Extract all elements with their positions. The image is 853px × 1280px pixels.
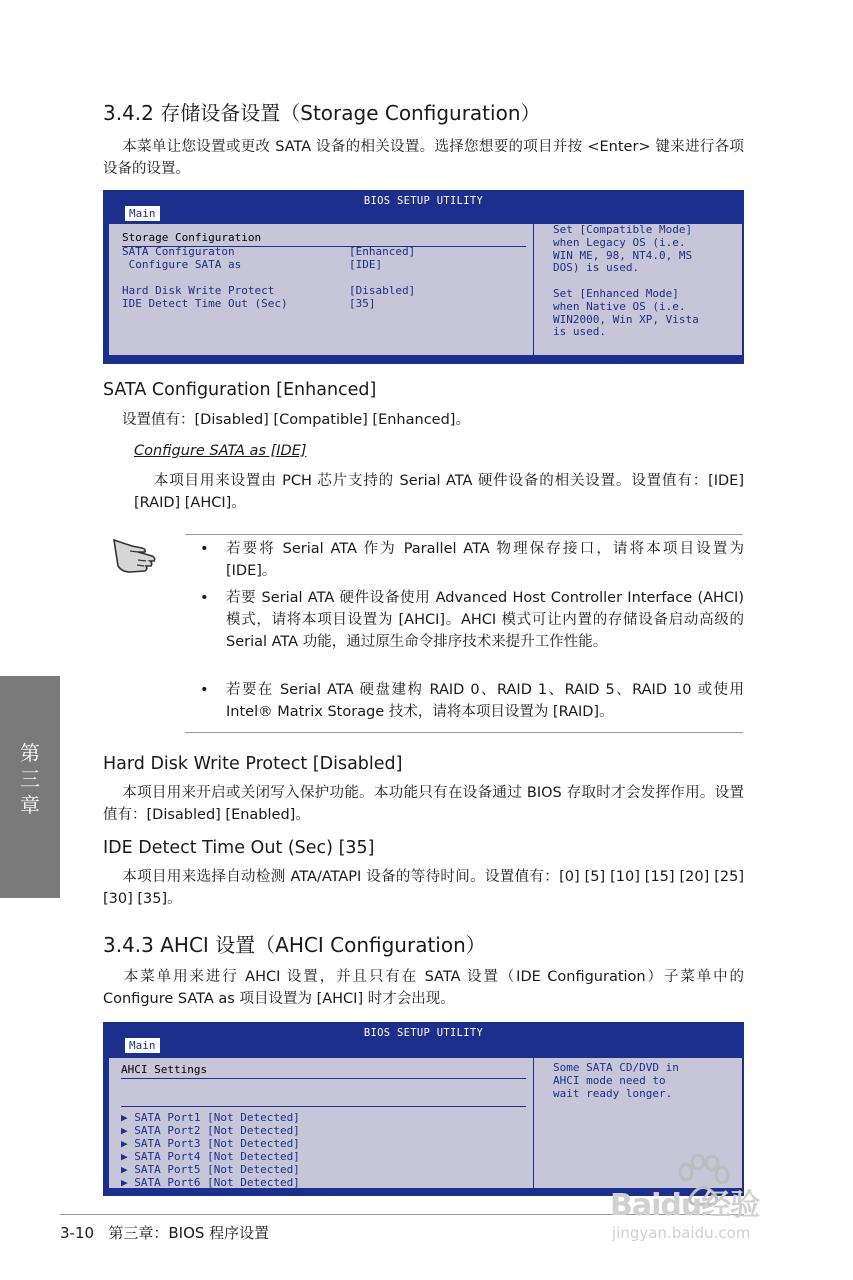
bios-help-line: Set [Enhanced Mode] (553, 287, 679, 300)
bios-setting-value[interactable]: [Enhanced] (349, 245, 416, 258)
note-bottom-rule (185, 732, 743, 733)
chapter-side-tab (0, 676, 60, 898)
ide-timeout-title: IDE Detect Time Out (Sec) [35] (103, 838, 375, 858)
configure-sata-title: Configure SATA as [IDE] (134, 443, 307, 459)
bios-heading: Storage Configuration (122, 231, 262, 244)
bios-title: BIOS SETUP UTILITY (363, 1027, 484, 1039)
note-item: • 若要 Serial ATA 硬件设备使用 Advanced Host Controller Interface (AHCI) 模式，请将本项目设置为 [AHCI]。AHCI 模式可让内置的存储设备启动高级的 Serial ATA 功能，通过原生命令排序技术来提升工作性能。 (200, 590, 744, 650)
bios-help-line: WIN ME, 98, NT4.0, MS (553, 248, 693, 262)
bios-title: BIOS SETUP UTILITY (363, 195, 484, 207)
bios-heading: AHCI Settings (121, 1063, 208, 1076)
section-title-ahci: 3.4.3 AHCI 设置（AHCI Configuration） (103, 933, 486, 957)
bios-tab-main[interactable]: Main (125, 206, 160, 221)
section-intro-storage: 本菜单让您设置或更改 SATA 设备的相关设置。选择您想要的项目并按 <Enter> 键来进行各项设备的设置。 (103, 139, 744, 177)
bios-setting-label[interactable]: IDE Detect Time Out (Sec) (122, 297, 288, 310)
bios-sata-port-item[interactable]: ▶ SATA Port3 [Not Detected] (121, 1136, 300, 1150)
ide-timeout-desc: 本项目用来选择自动检测 ATA/ATAPI 设备的等待时间。设置值有：[0] [5] [10] [15] [20] [25] [30] [35]。 (103, 869, 744, 907)
bios-help-line: wait ready longer. (553, 1086, 673, 1100)
bios-help-line: WIN2000, Win XP, Vista (553, 312, 699, 326)
bios-setting-value[interactable]: [IDE] (349, 258, 383, 271)
note-item: • 若要将 Serial ATA 作为 Parallel ATA 物理保存接口，请将本项目设置为 [IDE]。 (200, 541, 744, 579)
footer-chapter: 第三章：BIOS 程序设置 (108, 1224, 270, 1242)
bios-sata-port-item[interactable]: ▶ SATA Port2 [Not Detected] (121, 1123, 300, 1137)
sata-config-title: SATA Configuration [Enhanced] (103, 380, 377, 400)
hand-pointing-icon (108, 534, 160, 576)
bios-separator (121, 1078, 526, 1079)
bios-help-line: when Legacy OS (i.e. (553, 235, 686, 249)
bios-help-line: is used. (553, 325, 606, 339)
bios-body (107, 222, 744, 357)
note-top-rule (185, 534, 743, 535)
baidu-watermark (606, 1154, 804, 1250)
section-title-storage: 3.4.2 存储设备设置（Storage Configuration） (103, 101, 541, 125)
bios-setting-label[interactable]: SATA Configuraton (122, 245, 235, 258)
footer (60, 1222, 269, 1243)
bios-help-line: DOS) is used. (553, 261, 640, 275)
chapter-side-label: 第三章 (20, 741, 40, 817)
bios-help-line: AHCI mode need to (553, 1073, 666, 1087)
configure-sata-desc: 本项目用来设置由 PCH 芯片支持的 Serial ATA 硬件设备的相关设置。设置值有：[IDE] [RAID] [AHCI]。 (134, 473, 744, 511)
page-number: 3-10 (60, 1224, 95, 1242)
watermark-brand: Baidu经验 (610, 1188, 760, 1223)
bios-screen-storage (103, 190, 744, 364)
bios-sata-port-item[interactable]: ▶ SATA Port1 [Not Detected] (121, 1111, 300, 1124)
hdd-protect-title: Hard Disk Write Protect [Disabled] (103, 754, 403, 774)
section-intro-ahci: 本菜单用来进行 AHCI 设置，并且只有在 SATA 设置（IDE Configuration）子菜单中的 Configure SATA as 项目设置为 [AHCI] 时才会出现。 (103, 969, 744, 1007)
bios-help-line: when Native OS (i.e. (553, 299, 686, 313)
bios-bottom-edge (103, 360, 744, 362)
bios-help-line: Some SATA CD/DVD in (553, 1061, 679, 1074)
bios-setting-value[interactable]: [35] (349, 297, 376, 310)
bios-setting-label[interactable]: Hard Disk Write Protect (122, 284, 275, 297)
bios-setting-value[interactable]: [Disabled] (349, 284, 416, 297)
note-item: • 若要在 Serial ATA 硬盘建构 RAID 0、RAID 1、RAID 5、RAID 10 或使用 Intel® Matrix Storage 技术，请将本项目设置为 [RAID]。 (200, 682, 744, 720)
watermark-url: jingyan.baidu.com (612, 1224, 751, 1242)
sata-config-desc: 设置值有：[Disabled] [Compatible] [Enhanced]。 (122, 412, 470, 428)
bios-sata-port-item[interactable]: ▶ SATA Port5 [Not Detected] (121, 1162, 300, 1176)
bios-separator (121, 1106, 526, 1107)
hdd-protect-desc: 本项目用来开启或关闭写入保护功能。本功能只有在设备通过 BIOS 存取时才会发挥作用。设置值有：[Disabled] [Enabled]。 (103, 785, 744, 823)
bios-tab-main[interactable]: Main (125, 1038, 160, 1053)
bios-help-line: Set [Compatible Mode] (553, 223, 693, 236)
bios-sata-port-item[interactable]: ▶ SATA Port4 [Not Detected] (121, 1149, 300, 1163)
bios-sata-port-item[interactable]: ▶ SATA Port6 [Not Detected] (121, 1175, 300, 1189)
bios-setting-label[interactable]: Configure SATA as (122, 258, 242, 271)
